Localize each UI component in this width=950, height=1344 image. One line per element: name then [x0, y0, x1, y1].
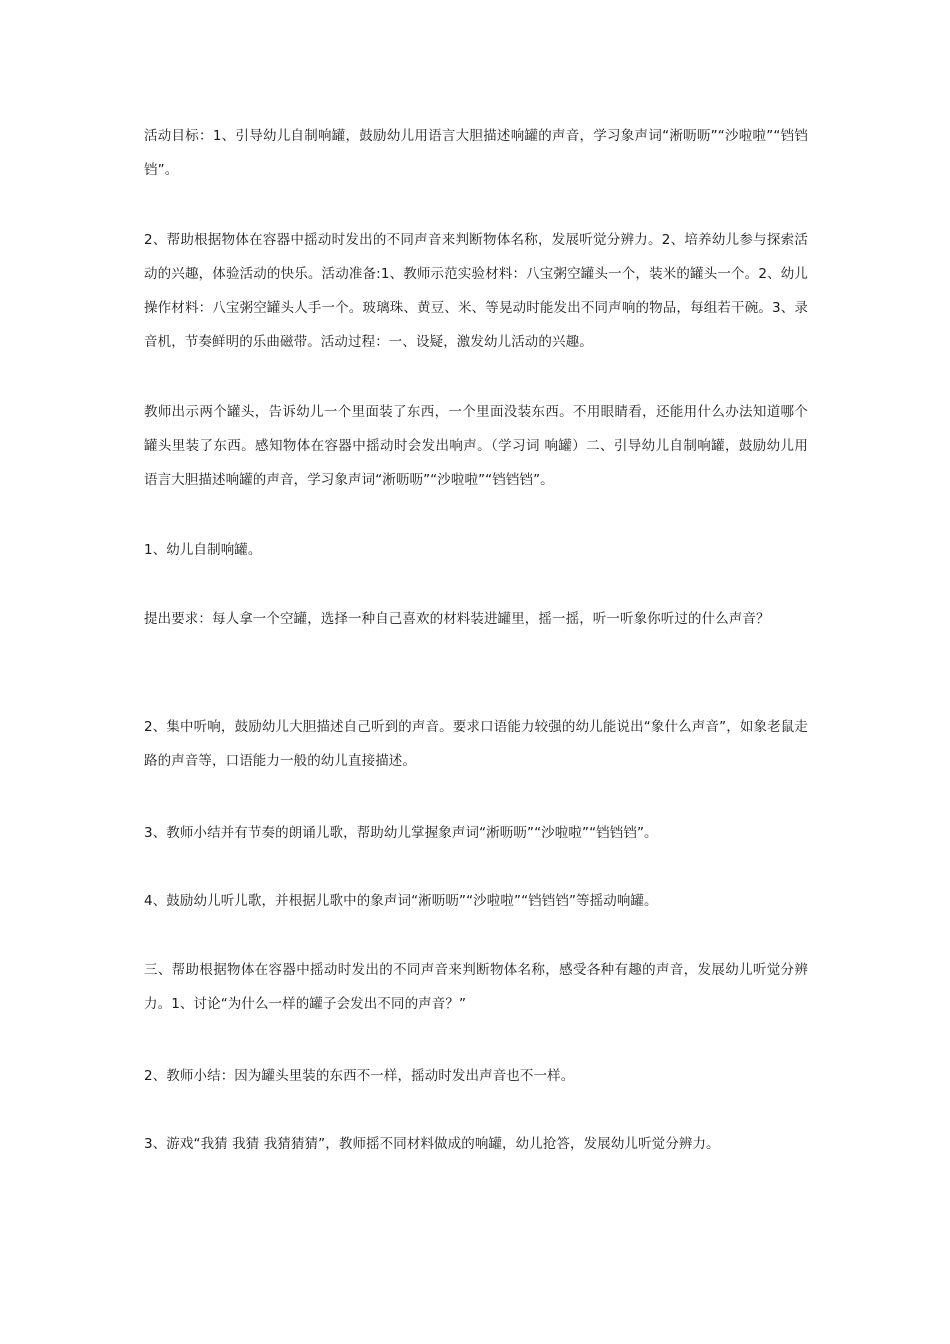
paragraph-step-1: 1、幼儿自制响罐。: [144, 542, 262, 558]
paragraph-teacher-summary: 2、教师小结：因为罐头里装的东西不一样，摇动时发出声音也不一样。: [144, 1068, 575, 1084]
paragraph-step-3: 3、教师小结并有节奏的朗诵儿歌，帮助幼儿掌握象声词“淅呖呖”“沙啦啦”“铛铛铛”。: [144, 825, 658, 841]
paragraph-introduction: 教师出示两个罐头，告诉幼儿一个里面装了东西，一个里面没装东西。不用眼睛看，还能用什么办法知道哪个罐头里装了东西。感知物体在容器中摇动时会发出响声。（学习词 响罐）二、引导幼儿自制响罐，鼓励幼儿用语言大胆描述响罐的声音，学习象声词“淅呖呖”“沙啦啦”“铛铛铛”。: [144, 404, 808, 488]
paragraph-step-4: 4、鼓励幼儿听儿歌，并根据儿歌中的象声词“淅呖呖”“沙啦啦”“铛铛铛”等摇动响罐。: [144, 893, 658, 909]
paragraph-game: 3、游戏“我猜 我猜 我猜猜猜”，教师摇不同材料做成的响罐，幼儿抢答，发展幼儿听觉分辨力。: [144, 1136, 720, 1152]
paragraph-activity-goal: 活动目标：1、引导幼儿自制响罐，鼓励幼儿用语言大胆描述响罐的声音，学习象声词“淅呖呖”“沙啦啦”“铛铛铛”。: [144, 128, 808, 178]
paragraph-goal-and-preparation: 2、帮助根据物体在容器中摇动时发出的不同声音来判断物体名称，发展听觉分辨力。2、培养幼儿参与探索活动的兴趣，体验活动的快乐。活动准备:1、教师示范实验材料：八宝粥空罐头一个，装米的罐头一个。2、幼儿操作材料：八宝粥空罐头人手一个。玻璃珠、黄豆、米、等晃动时能发出不同声响的物品，每组若干碗。3、录音机，节奏鲜明的乐曲磁带。活动过程：一、设疑，激发幼儿活动的兴趣。: [144, 232, 808, 350]
paragraph-step-2: 2、集中听响，鼓励幼儿大胆描述自己听到的声音。要求口语能力较强的幼儿能说出“象什么声音”，如象老鼠走路的声音等，口语能力一般的幼儿直接描述。: [144, 719, 808, 769]
paragraph-section-3: 三、帮助根据物体在容器中摇动时发出的不同声音来判断物体名称，感受各种有趣的声音，发展幼儿听觉分辨力。1、讨论“为什么一样的罐子会发出不同的声音？”: [144, 962, 808, 1012]
paragraph-requirement: 提出要求：每人拿一个空罐，选择一种自己喜欢的材料装进罐里，摇一摇，听一听象你听过的什么声音？: [144, 611, 770, 627]
